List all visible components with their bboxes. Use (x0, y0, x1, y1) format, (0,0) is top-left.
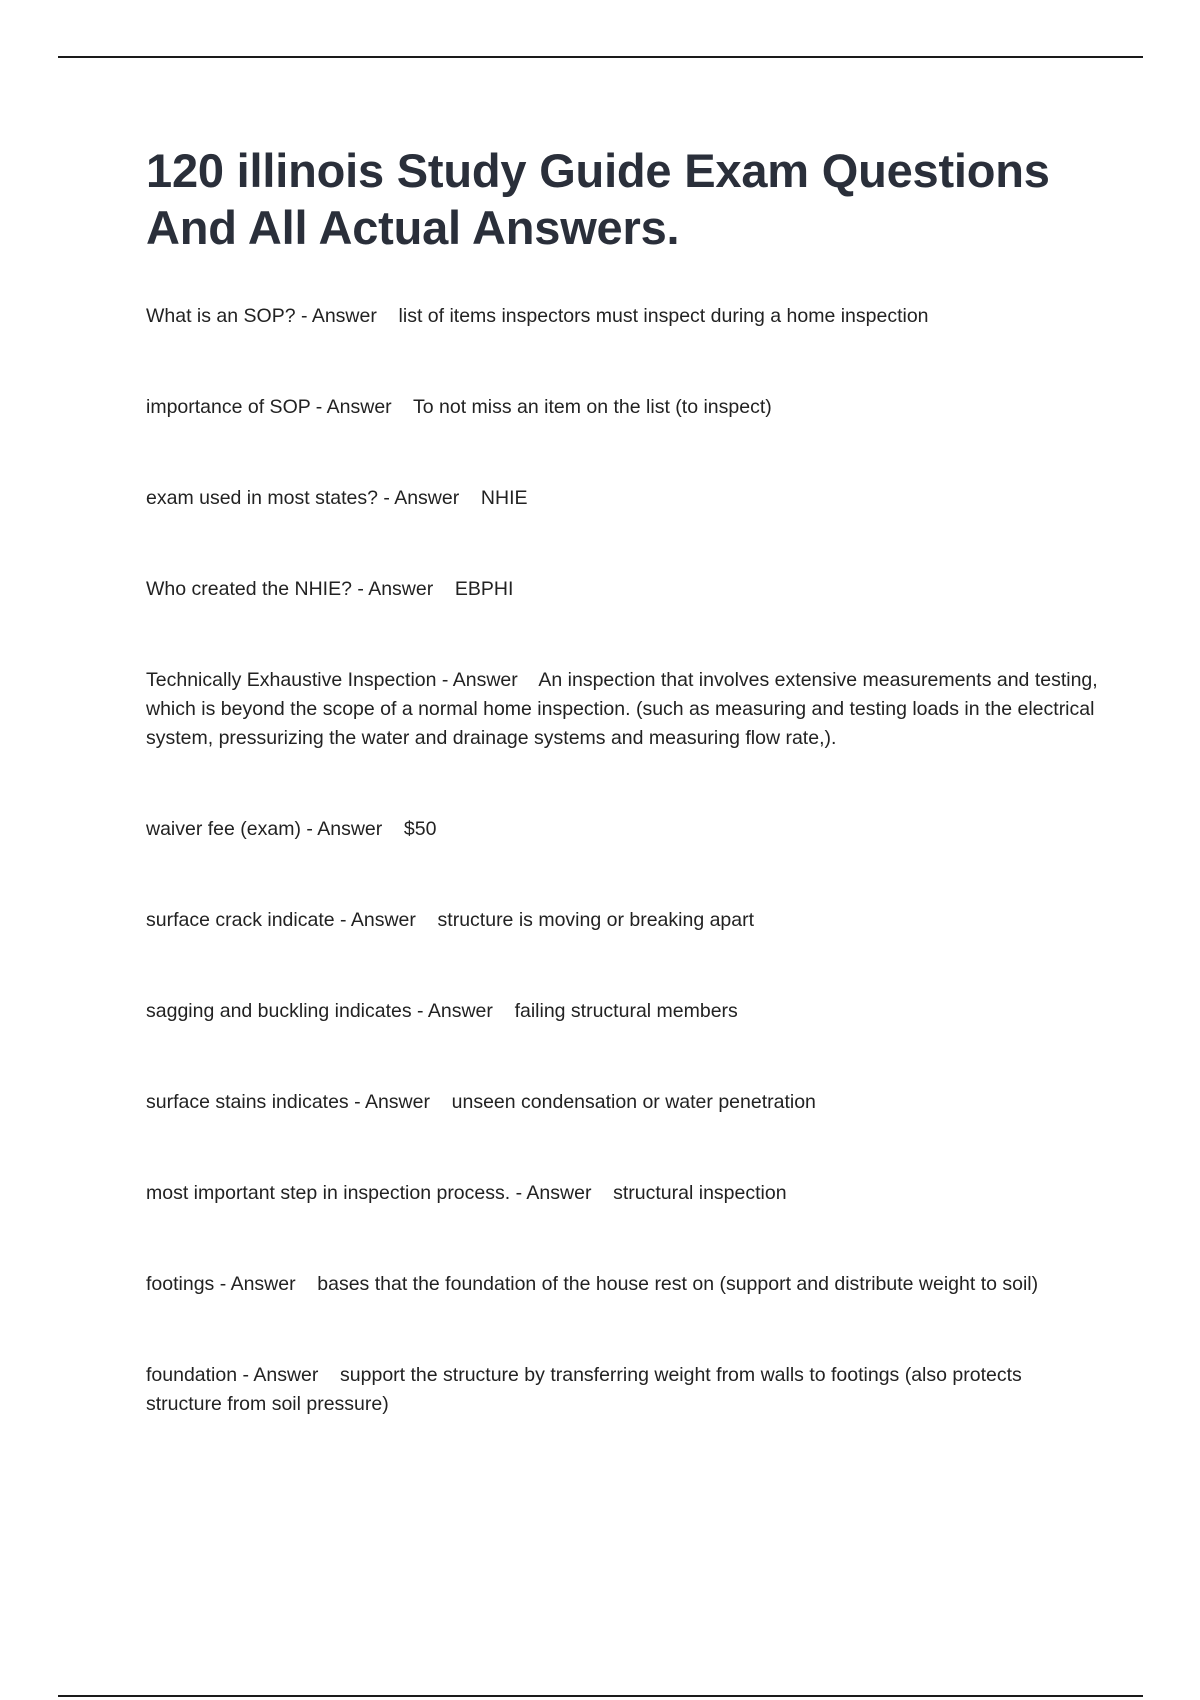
question-text: footings (146, 1273, 215, 1295)
answer-text: failing structural members (514, 1000, 738, 1022)
qa-item (146, 1088, 1101, 1117)
answer-separator: - Answer (436, 669, 539, 691)
qa-item (146, 484, 1101, 513)
qa-item (146, 906, 1101, 935)
answer-separator: - Answer (411, 1000, 515, 1022)
question-text: waiver fee (exam) (146, 818, 301, 840)
answer-text: support the structure by transferring weight from walls to footings (also protects structure from soil pressure) (146, 1364, 1022, 1415)
document-body (146, 142, 1106, 1481)
document-title: 120 illinois Study Guide Exam Questions And All Actual Answers. (146, 144, 1050, 254)
question-text: foundation (146, 1364, 238, 1386)
answer-separator: - Answer (237, 1364, 341, 1386)
qa-item (146, 1270, 1101, 1299)
answer-separator: - Answer (351, 578, 455, 600)
answer-text: An inspection that involves extensive measurements and testing, which is beyond the scope of a normal home inspection. (such as measuring and testing loads in the electrical system, pressurizing the water and drainage systems and measuring flow rate,). (146, 669, 1098, 749)
question-text: exam used in most states? (146, 487, 378, 509)
answer-separator: - Answer (510, 1182, 614, 1204)
qa-list (146, 302, 1106, 1419)
answer-separator: - Answer (300, 818, 404, 840)
answer-separator: - Answer (295, 305, 399, 327)
answer-text: To not miss an item on the list (to inspect) (413, 396, 772, 418)
answer-text: list of items inspectors must inspect during a home inspection (398, 305, 929, 327)
top-rule (58, 56, 1143, 58)
answer-separator: - Answer (334, 909, 438, 931)
answer-text: unseen condensation or water penetration (451, 1091, 816, 1113)
qa-item (146, 666, 1101, 753)
question-text: most important step in inspection process. (146, 1182, 511, 1204)
answer-separator: - Answer (310, 396, 413, 418)
answer-text: $50 (403, 818, 437, 840)
qa-item (146, 393, 1101, 422)
qa-item (146, 302, 1101, 331)
question-text: surface crack indicate (146, 909, 335, 931)
qa-item (146, 815, 1101, 844)
answer-text: NHIE (480, 487, 528, 509)
question-text: surface stains indicates (146, 1091, 349, 1113)
qa-item (146, 997, 1101, 1026)
question-text: importance of SOP (146, 396, 311, 418)
question-text: sagging and buckling indicates (146, 1000, 412, 1022)
qa-item (146, 1179, 1101, 1208)
bottom-rule (58, 1695, 1143, 1697)
answer-text: structural inspection (613, 1182, 787, 1204)
question-text: Technically Exhaustive Inspection (146, 669, 437, 691)
qa-item (146, 1361, 1101, 1419)
answer-separator: - Answer (348, 1091, 452, 1113)
answer-text: structure is moving or breaking apart (437, 909, 755, 931)
question-text: What is an SOP? (146, 305, 296, 327)
answer-separator: - Answer (377, 487, 481, 509)
qa-item (146, 575, 1101, 604)
answer-text: bases that the foundation of the house rest on (support and distribute weight to soil) (317, 1273, 1039, 1295)
answer-separator: - Answer (214, 1273, 318, 1295)
question-text: Who created the NHIE? (146, 578, 352, 600)
answer-text: EBPHI (454, 578, 514, 600)
